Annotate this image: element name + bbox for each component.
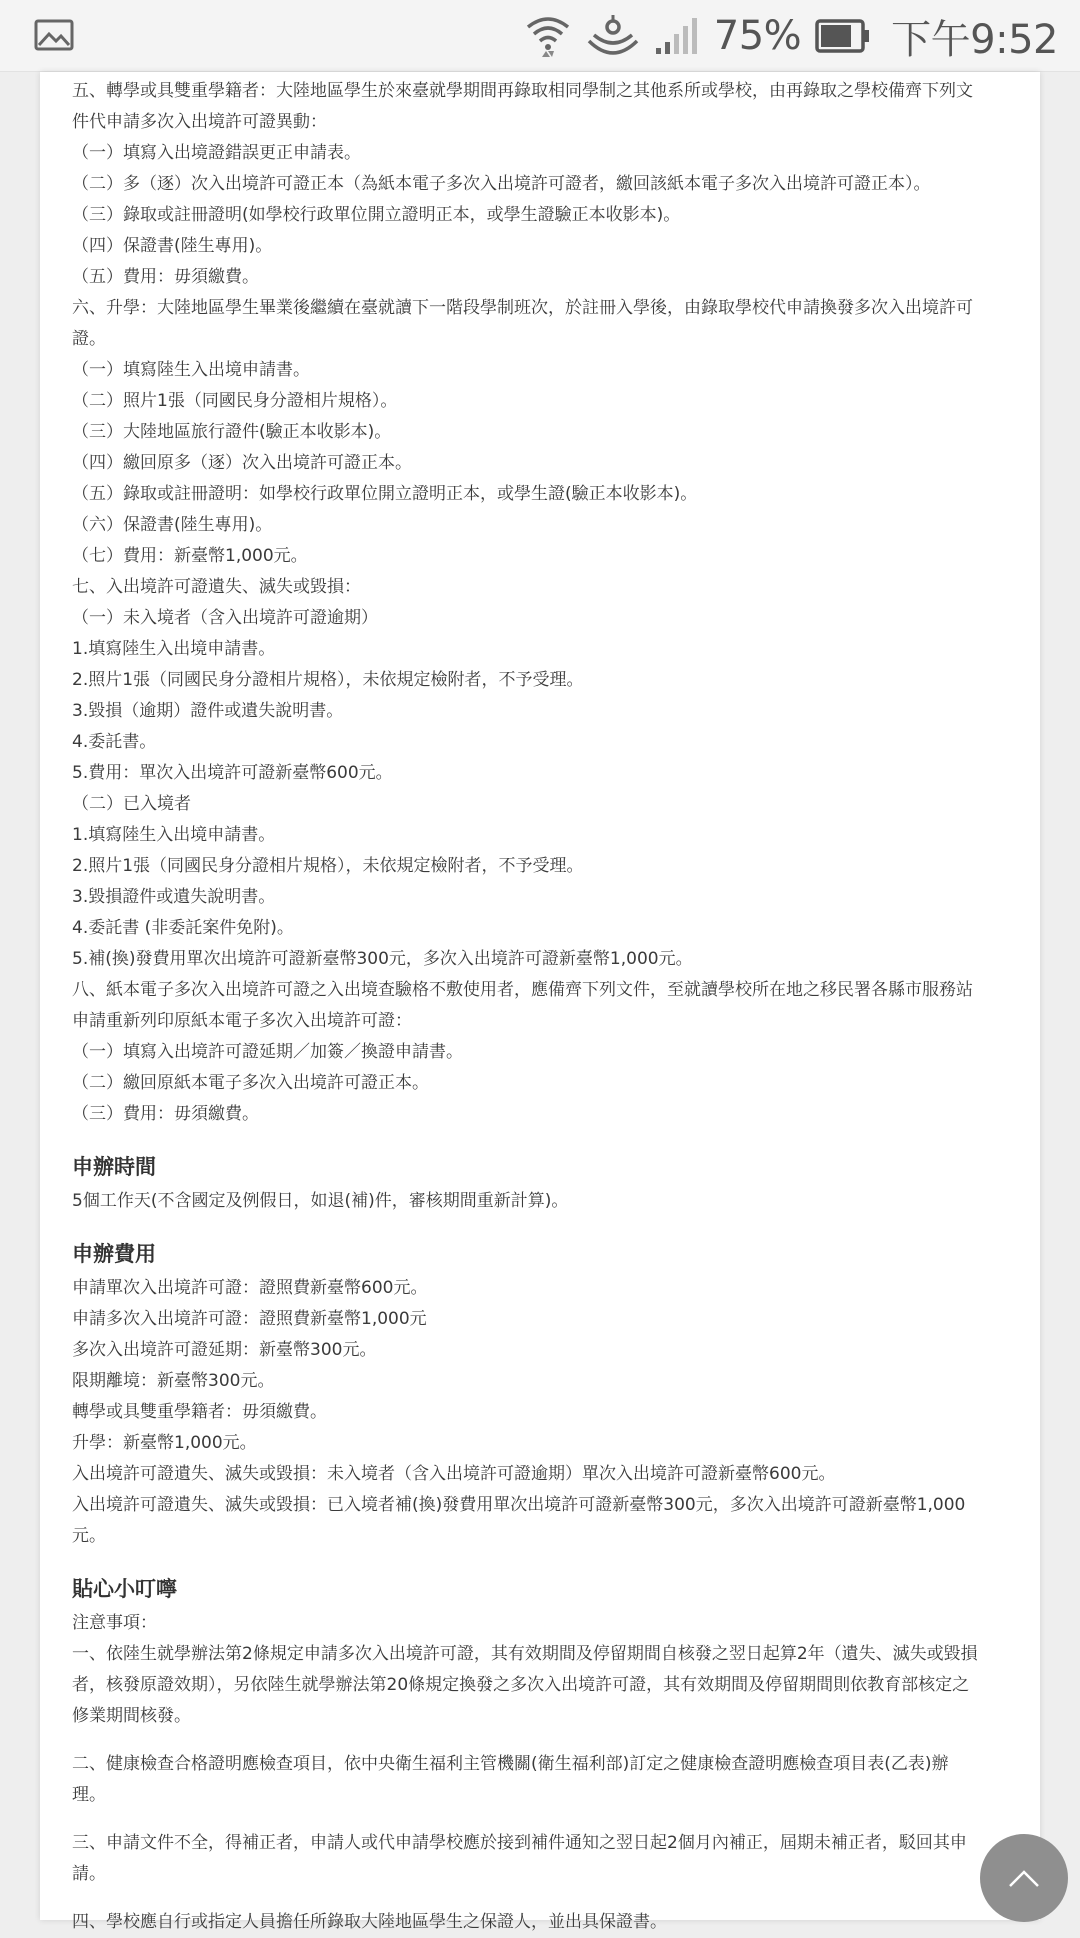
document-line: （四）繳回原多（逐）次入出境許可證正本。 <box>72 453 412 473</box>
document-line: （一）未入境者（含入出境許可證逾期） <box>72 608 378 628</box>
document-line: 申請重新列印原紙本電子多次入出境許可證： <box>72 1011 412 1031</box>
status-bar <box>0 0 1080 72</box>
document-line: （五）錄取或註冊證明：如學校行政單位開立證明正本，或學生證(驗正本收影本)。 <box>72 484 698 504</box>
tip-paragraph <box>72 1907 1008 1938</box>
back-to-top-button[interactable] <box>980 1834 1068 1922</box>
document-page <box>40 72 1040 1932</box>
tip-paragraph <box>72 1828 1008 1890</box>
document-line: （三）費用：毋須繳費。 <box>72 1104 259 1124</box>
document-line: 2.照片1張（同國民身分證相片規格），未依規定檢附者，不予受理。 <box>72 856 584 876</box>
tip-line: 修業期間核發。 <box>72 1706 191 1726</box>
document-line: 1.填寫陸生入出境申請書。 <box>72 825 276 845</box>
fee-line: 申請多次入出境許可證：證照費新臺幣1,000元 <box>72 1309 427 1329</box>
fees-heading: 申辦費用 <box>72 1242 156 1266</box>
signal-icon <box>654 16 700 56</box>
document-line: （一）填寫入出境許可證延期／加簽／換證申請書。 <box>72 1042 463 1062</box>
document-line: （六）保證書(陸生專用)。 <box>72 515 273 535</box>
tips-intro: 注意事項： <box>72 1613 157 1633</box>
document-line: （二）多（逐）次入出境許可證正本（為紙本電子多次入出境許可證者，繳回該紙本電子多次入出境許可證正本）。 <box>72 174 931 194</box>
document-line: 4.委託書 (非委託案件免附)。 <box>72 918 294 938</box>
document-line: （三）大陸地區旅行證件(驗正本收影本)。 <box>72 422 392 442</box>
processing-time-heading: 申辦時間 <box>72 1155 156 1179</box>
document-content <box>40 72 1040 1938</box>
tip-line: 三、申請文件不全，得補正者，申請人或代申請學校應於接到補件通知之翌日起2個月內補正，屆期未補正者，駁回其申 <box>72 1833 967 1853</box>
document-line: （七）費用：新臺幣1,000元。 <box>72 546 308 566</box>
document-line: 3.毀損（逾期）證件或遺失說明書。 <box>72 701 344 721</box>
gallery-icon <box>34 18 74 52</box>
document-line: 五、轉學或具雙重學籍者：大陸地區學生於來臺就學期間再錄取相同學制之其他系所或學校，由再錄取之學校備齊下列文 <box>72 81 973 101</box>
document-line: 件代申請多次入出境許可證異動： <box>72 112 327 132</box>
tip-line: 四、學校應自行或指定人員擔任所錄取大陸地區學生之保證人，並出具保證書。 <box>72 1912 667 1932</box>
fee-line: 元。 <box>72 1526 106 1546</box>
document-line: （五）費用：毋須繳費。 <box>72 267 259 287</box>
clock: 下午9:52 <box>891 16 1058 63</box>
fee-line: 入出境許可證遺失、滅失或毀損：已入境者補(換)發費用單次出境許可證新臺幣300元，多次入出境許可證新臺幣1,000 <box>72 1495 966 1515</box>
fee-line: 申請單次入出境許可證：證照費新臺幣600元。 <box>72 1278 428 1298</box>
requirements-list <box>72 76 1008 1130</box>
document-line: （一）填寫陸生入出境申請書。 <box>72 360 310 380</box>
tip-line: 二、健康檢查合格證明應檢查項目，依中央衛生福利主管機關(衛生福利部)訂定之健康檢查證明應檢查項目表(乙表)辦 <box>72 1754 949 1774</box>
tip-line: 請。 <box>72 1864 106 1884</box>
battery-percent: 75% <box>713 13 802 59</box>
document-line: 5.補(換)發費用單次出境許可證新臺幣300元，多次入出境許可證新臺幣1,000元。 <box>72 949 693 969</box>
document-line: （二）已入境者 <box>72 794 191 814</box>
document-line: 六、升學：大陸地區學生畢業後繼續在臺就讀下一階段學制班次，於註冊入學後，由錄取學校代申請換發多次入出境許可 <box>72 298 973 318</box>
battery-icon <box>815 19 871 53</box>
wifi-icon <box>524 13 572 59</box>
document-line: 證。 <box>72 329 106 349</box>
fee-line: 限期離境：新臺幣300元。 <box>72 1371 275 1391</box>
tips-heading: 貼心小叮嚀 <box>72 1577 177 1601</box>
tip-line: 者，核發原證效期），另依陸生就學辦法第20條規定換發之多次入出境許可證，其有效期間及停留期間則依教育部核定之 <box>72 1675 970 1695</box>
tip-paragraph <box>72 1639 1008 1732</box>
document-line: （三）錄取或註冊證明(如學校行政單位開立證明正本，或學生證驗正本收影本)。 <box>72 205 681 225</box>
document-line: 八、紙本電子多次入出境許可證之入出境查驗格不敷使用者，應備齊下列文件，至就讀學校所在地之移民署各縣市服務站 <box>72 980 973 1000</box>
document-line: 1.填寫陸生入出境申請書。 <box>72 639 276 659</box>
document-line: （一）填寫入出境證錯誤更正申請表。 <box>72 143 361 163</box>
processing-time-list <box>72 1186 1008 1217</box>
tips-list <box>72 1639 1008 1938</box>
document-line: 3.毀損證件或遺失說明書。 <box>72 887 276 907</box>
fee-line: 轉學或具雙重學籍者：毋須繳費。 <box>72 1402 327 1422</box>
fee-line: 多次入出境許可證延期：新臺幣300元。 <box>72 1340 377 1360</box>
hotspot-icon <box>586 13 640 59</box>
tip-line: 理。 <box>72 1785 106 1805</box>
document-line: 5.費用：單次入出境許可證新臺幣600元。 <box>72 763 393 783</box>
tip-paragraph <box>72 1749 1008 1811</box>
document-line: 七、入出境許可證遺失、滅失或毀損： <box>72 577 361 597</box>
fee-line: 入出境許可證遺失、滅失或毀損：未入境者（含入出境許可證逾期）單次入出境許可證新臺幣600元。 <box>72 1464 836 1484</box>
processing-time-line: 5個工作天(不含國定及例假日，如退(補)件，審核期間重新計算)。 <box>72 1191 569 1211</box>
fees-list <box>72 1273 1008 1552</box>
document-line: （二）繳回原紙本電子多次入出境許可證正本。 <box>72 1073 429 1093</box>
document-line: （四）保證書(陸生專用)。 <box>72 236 273 256</box>
document-line: （二）照片1張（同國民身分證相片規格）。 <box>72 391 398 411</box>
fee-line: 升學：新臺幣1,000元。 <box>72 1433 257 1453</box>
document-line: 2.照片1張（同國民身分證相片規格），未依規定檢附者，不予受理。 <box>72 670 584 690</box>
chevron-up-icon <box>1004 1866 1044 1890</box>
document-line: 4.委託書。 <box>72 732 157 752</box>
tip-line: 一、依陸生就學辦法第2條規定申請多次入出境許可證，其有效期間及停留期間自核發之翌日起算2年（遺失、滅失或毀損 <box>72 1644 978 1664</box>
